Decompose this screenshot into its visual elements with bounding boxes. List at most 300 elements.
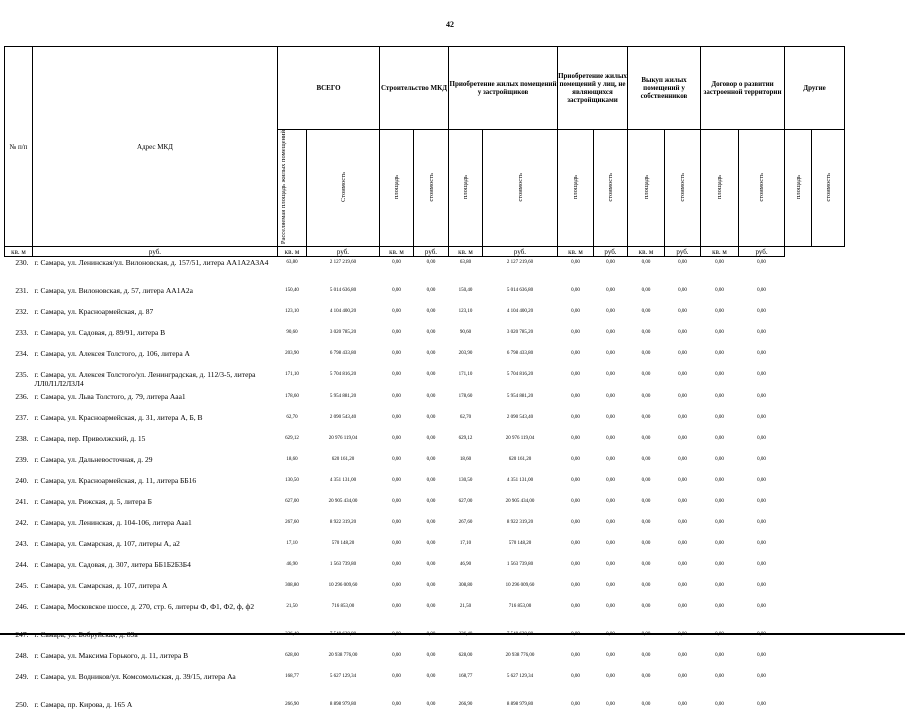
cell-cost: 20 976 119,04: [328, 435, 358, 441]
sub-area: площадь: [558, 130, 594, 247]
cell-d-a: 0,00: [715, 701, 724, 707]
row-number: 230.: [15, 258, 29, 268]
row-address: г. Самара, ул. Красноармейская, д. 11, литера ББ16: [34, 475, 197, 485]
row-address: г. Самара, ул. Самарская, д. 107, литеры А, а2: [34, 538, 180, 548]
cell-area: 21,50: [286, 603, 298, 609]
table-row: [5, 454, 845, 475]
cell-o-c: 0,00: [606, 519, 615, 525]
cell-d-a: 0,00: [715, 477, 724, 483]
cell-b-c: 0,00: [678, 477, 687, 483]
cell-p-a: 266,90: [458, 701, 473, 707]
cell-empty: [812, 496, 845, 517]
cell-area: 203,90: [285, 350, 299, 356]
cell-o-c: 0,00: [606, 260, 615, 266]
cell-b-a: 0,00: [641, 435, 651, 441]
cell-b-a: 0,00: [641, 498, 651, 504]
table-row: [5, 601, 845, 629]
cell-o-a: 0,00: [571, 582, 580, 588]
cell-empty: [785, 454, 812, 475]
cell-cost: 2 090 543,40: [329, 414, 357, 420]
row-address: г. Самара, ул. Ленинская/ул. Вилоновская, д. 157/51, литера АА1А2А3А4: [34, 258, 269, 268]
cell-d-c: 0,00: [757, 561, 766, 567]
cell-s-c: 0,00: [426, 603, 436, 609]
cell-p-a: 63,80: [459, 260, 472, 266]
cell-s-c: 0,00: [426, 371, 436, 377]
table-row: [5, 517, 845, 538]
cell-d-a: 0,00: [715, 435, 724, 441]
cell-b-a: 0,00: [641, 603, 651, 609]
cell-d-a: 0,00: [715, 260, 724, 266]
group-total: ВСЕГО: [278, 47, 380, 130]
cell-s-c: 0,00: [426, 582, 436, 588]
cell-empty: [785, 306, 812, 327]
cell-area: [278, 629, 307, 650]
row-address: г. Самара, ул. Максима Горького, д. 11, литера В: [34, 650, 189, 660]
cell-o-a: 0,00: [571, 456, 580, 462]
cell-o-a: 0,00: [571, 393, 580, 399]
table-row: [5, 391, 845, 412]
cell-cost: 3 020 785,20: [329, 329, 357, 335]
cell-s-c: 0,00: [426, 350, 436, 356]
sub-area: площадь: [628, 130, 665, 247]
cell-o-a: 0,00: [571, 701, 580, 707]
cell-o-a: 0,00: [571, 287, 580, 293]
cell-s-c: 0,00: [426, 456, 436, 462]
table-row: [5, 671, 845, 699]
row-number: [5, 629, 33, 650]
cell-b-a: 0,00: [641, 582, 651, 588]
sub-cost: стоимость: [483, 130, 558, 247]
row-number: 238.: [15, 433, 29, 443]
cell-cost: 5 704 816,20: [329, 371, 357, 377]
cell-empty: [812, 454, 845, 475]
cell-p-a: 46,90: [459, 561, 472, 567]
cell-b-c: [665, 629, 701, 650]
cell-empty: [785, 559, 812, 580]
row-number: 236.: [15, 391, 29, 401]
cell-s-a: 0,00: [392, 393, 401, 399]
cell-p-a: 18,60: [459, 456, 472, 462]
cell-cost: 5 627 129,34: [329, 673, 357, 679]
table-row: [5, 629, 845, 650]
unit-rub: руб.: [665, 247, 701, 257]
cell-d-c: 0,00: [757, 540, 766, 546]
cell-d-c: 0,00: [757, 414, 766, 420]
row-number: 242.: [15, 517, 29, 527]
cell-p-a: 171,10: [458, 371, 473, 377]
unit-m2: кв. м: [628, 247, 665, 257]
cell-o-c: 0,00: [606, 414, 615, 420]
cell-p-c: 4 351 131,00: [506, 477, 534, 483]
sub-cost: стоимость: [665, 130, 701, 247]
cell-p-a: 308,80: [458, 582, 473, 588]
cell-p-c: 8 898 979,80: [506, 701, 534, 707]
cell-p-c: 3 020 785,20: [506, 329, 534, 335]
cell-o-c: 0,00: [606, 371, 615, 377]
unit-m2: кв. м: [278, 247, 307, 257]
cell-s-a: 0,00: [392, 371, 401, 377]
cell-area: 46,90: [286, 561, 298, 567]
cell-o-c: 0,00: [606, 477, 615, 483]
unit-rub: руб.: [307, 247, 380, 257]
cell-o-a: 0,00: [571, 673, 580, 679]
cell-area: 130,50: [285, 477, 299, 483]
cell-s-c: 0,00: [426, 652, 436, 658]
cell-d-a: 0,00: [715, 371, 724, 377]
group-from-non-developers: Приобретение жилых помещений у лиц, не являющихся застройщиками: [558, 47, 628, 130]
cell-o-c: 0,00: [606, 393, 615, 399]
cell-empty: [785, 327, 812, 348]
cell-s-a: 0,00: [392, 561, 401, 567]
cell-b-a: 0,00: [641, 540, 651, 546]
cell-o-a: 0,00: [571, 260, 580, 266]
cell-d-a: 0,00: [715, 540, 724, 546]
cell-cost: 5 954 881,20: [329, 393, 357, 399]
cell-d-a: 0,00: [715, 561, 724, 567]
cell-cost: 2 127 219,60: [329, 260, 357, 266]
cell-empty: [812, 580, 845, 601]
cell-b-c: 0,00: [678, 701, 687, 707]
cell-p-c: 620 161,20: [508, 456, 532, 462]
cell-p-c: 6 798 433,80: [506, 350, 534, 356]
row-address: г. Самара, пер. Приволжский, д. 15: [34, 433, 146, 443]
cell-o-a: 0,00: [571, 350, 580, 356]
header-address: Адрес МКД: [33, 47, 278, 247]
unit-m2: кв. м: [5, 247, 33, 257]
unit-m2: кв. м: [558, 247, 594, 257]
cell-s-c: 0,00: [426, 393, 436, 399]
cell-p-c: 5 014 636,80: [506, 287, 534, 293]
cell-o-c: 0,00: [606, 350, 615, 356]
cell-o-c: [594, 629, 628, 650]
unit-m2: кв. м: [380, 247, 414, 257]
cell-o-c: 0,00: [606, 308, 615, 314]
table-row: [5, 306, 845, 327]
sub-area-full: Расселяемая площадь жилых помещений: [278, 130, 307, 247]
cell-o-a: 0,00: [571, 308, 580, 314]
cell-empty: [812, 327, 845, 348]
group-from-developers: Приобретение жилых помещений у застройщиков: [449, 47, 558, 130]
cell-o-c: 0,00: [606, 561, 615, 567]
cell-area: 17,10: [286, 540, 298, 546]
row-address: г. Самара, ул. Красноармейская, д. 87: [34, 306, 154, 316]
table-row: [5, 433, 845, 454]
table-row: [5, 475, 845, 496]
cell-p-c: 5 627 129,34: [506, 673, 534, 679]
cell-p-a: 90,60: [459, 329, 472, 335]
cell-area: 168,77: [285, 673, 299, 679]
row-address: г. Самара, ул. Алексея Толстого, д. 106, литера А: [34, 348, 190, 358]
sub-cost: стоимость: [812, 130, 845, 247]
cell-d-c: 0,00: [757, 498, 766, 504]
cell-s-c: [414, 629, 449, 650]
cell-p-a: 178,60: [458, 393, 473, 399]
cell-o-a: 0,00: [571, 371, 580, 377]
cell-area: 178,60: [285, 393, 299, 399]
cell-empty: [812, 433, 845, 454]
cell-o-a: 0,00: [571, 329, 580, 335]
cell-d-a: 0,00: [715, 498, 724, 504]
row-address: г. Самара, ул. Красноармейская, д. 31, литера А, Б, В: [34, 412, 203, 422]
row-number: 241.: [15, 496, 29, 506]
cell-empty: [812, 369, 845, 391]
cell-empty: [785, 650, 812, 671]
cell-o-a: 0,00: [571, 603, 580, 609]
cell-empty: [812, 538, 845, 559]
cell-b-c: 0,00: [678, 519, 687, 525]
cell-d-a: 0,00: [715, 308, 724, 314]
table-row: [5, 285, 845, 306]
cell-d-c: 0,00: [757, 477, 766, 483]
cell-d-c: 0,00: [757, 308, 766, 314]
cell-area: 629,12: [285, 435, 299, 441]
cell-area: 150,40: [285, 287, 299, 293]
table-row: [5, 412, 845, 433]
cell-p-a: 203,90: [458, 350, 473, 356]
cell-cost: 620 161,20: [331, 456, 355, 462]
cell-s-c: 0,00: [426, 540, 436, 546]
cell-b-a: 0,00: [641, 414, 651, 420]
cell-b-a: [628, 629, 665, 650]
cell-d-a: 0,00: [715, 673, 724, 679]
cell-b-a: 0,00: [641, 652, 651, 658]
cell-d-a: 0,00: [715, 329, 724, 335]
group-development-contract: Договор о развитии застроенной территории: [701, 47, 785, 130]
sub-cost: стоимость: [739, 130, 785, 247]
unit-rub: руб.: [483, 247, 558, 257]
cell-empty: [785, 538, 812, 559]
cell-area: 267,60: [285, 519, 299, 525]
cell-b-c: 0,00: [678, 498, 687, 504]
cell-b-c: 0,00: [678, 308, 687, 314]
cell-b-a: 0,00: [641, 260, 651, 266]
row-address: г. Самара, ул. Водников/ул. Комсомольская, д. 39/15, литера Аа: [34, 671, 236, 681]
cell-o-c: 0,00: [606, 603, 615, 609]
cell-b-c: 0,00: [678, 435, 687, 441]
table-row: [5, 348, 845, 369]
bottom-rule: [0, 633, 905, 635]
row-address: г. Самара, ул. Льва Толстого, д. 79, литера Ааа1: [34, 391, 186, 401]
cell-d-c: 0,00: [757, 603, 766, 609]
cell-b-a: 0,00: [641, 371, 651, 377]
cell-empty: [812, 601, 845, 629]
row-address: г. Самара, ул. Самарская, д. 107, литера А: [34, 580, 168, 590]
row-number: 245.: [15, 580, 29, 590]
cell-s-a: 0,00: [392, 652, 401, 658]
cell-empty: [812, 475, 845, 496]
cell-o-a: 0,00: [571, 435, 580, 441]
cell-b-c: 0,00: [678, 393, 687, 399]
cell-area: 266,90: [285, 701, 299, 707]
cell-area: 171,10: [285, 371, 299, 377]
cell-b-a: 0,00: [641, 477, 651, 483]
cell-s-c: 0,00: [426, 701, 436, 707]
cell-b-a: 0,00: [641, 519, 651, 525]
unit-m2: кв. м: [701, 247, 739, 257]
cell-o-c: 0,00: [606, 456, 615, 462]
cell-p-a: 267,60: [458, 519, 473, 525]
cell-p-a: [449, 629, 483, 650]
cell-b-a: 0,00: [641, 673, 651, 679]
cell-d-a: 0,00: [715, 393, 724, 399]
header-num: № п/п: [5, 47, 33, 247]
cell-b-c: 0,00: [678, 603, 687, 609]
cell-p-c: 1 563 739,80: [506, 561, 534, 567]
cell-cost: 8 922 319,20: [329, 519, 357, 525]
cell-cost: 10 296 009,60: [328, 582, 358, 588]
sub-area: площадь: [785, 130, 812, 247]
cell-o-a: 0,00: [571, 414, 580, 420]
cell-empty: [812, 559, 845, 580]
cell-d-c: 0,00: [757, 673, 766, 679]
table-row: [5, 369, 845, 391]
cell-s-a: 0,00: [392, 498, 401, 504]
cell-area: 63,80: [286, 260, 298, 266]
sub-area: площадь: [449, 130, 483, 247]
cell-area: 123,10: [285, 308, 299, 314]
cell-o-a: 0,00: [571, 519, 580, 525]
group-construction: Строительство МКД: [380, 47, 449, 130]
sub-cost: Стоимость: [307, 130, 380, 247]
cell-s-c: 0,00: [426, 435, 436, 441]
cell-d-a: 0,00: [715, 456, 724, 462]
cell-p-c: 570 148,20: [508, 540, 532, 546]
cell-p-a: 628,00: [458, 652, 473, 658]
cell-d-c: 0,00: [757, 456, 766, 462]
cell-p-a: 17,10: [459, 540, 472, 546]
cell-empty: [785, 517, 812, 538]
row-address: г. Самара, Московское шоссе, д. 270, стр. 6, литеры Ф, Ф1, Ф2, ф, ф2: [34, 601, 255, 611]
cell-area: 90,60: [286, 329, 298, 335]
sub-cost: стоимость: [594, 130, 628, 247]
cell-empty: [785, 496, 812, 517]
cell-s-c: 0,00: [426, 308, 436, 314]
cell-d-c: 0,00: [757, 393, 766, 399]
cell-o-a: 0,00: [571, 498, 580, 504]
cell-empty: [785, 369, 812, 391]
cell-s-c: 0,00: [426, 329, 436, 335]
cell-o-a: 0,00: [571, 652, 580, 658]
cell-d-c: 0,00: [757, 701, 766, 707]
cell-d-a: 0,00: [715, 519, 724, 525]
cell-empty: [812, 412, 845, 433]
cell-cost: 5 014 636,80: [329, 287, 357, 293]
cell-o-c: 0,00: [606, 673, 615, 679]
row-number: 248.: [15, 650, 29, 660]
table-row: [5, 327, 845, 348]
row-address: г. Самара, ул. Садовая, д. 307, литера ББ1Б2Б3Б4: [34, 559, 191, 569]
cell-cost: 570 148,20: [331, 540, 355, 546]
cell-o-c: 0,00: [606, 701, 615, 707]
cell-empty: [812, 671, 845, 699]
row-number: 239.: [15, 454, 29, 464]
row-number: 234.: [15, 348, 29, 358]
row-number: 233.: [15, 327, 29, 337]
cell-empty: [785, 433, 812, 454]
cell-empty: [812, 285, 845, 306]
cell-area: 627,00: [285, 498, 299, 504]
cell-empty: [812, 391, 845, 412]
cell-s-a: 0,00: [392, 456, 401, 462]
cell-s-a: 0,00: [392, 519, 401, 525]
cell-o-a: [558, 629, 594, 650]
cell-empty: [785, 412, 812, 433]
cell-d-a: 0,00: [715, 582, 724, 588]
cell-d-c: 0,00: [757, 371, 766, 377]
cell-d-c: 0,00: [757, 350, 766, 356]
cell-o-c: 0,00: [606, 287, 615, 293]
cell-s-a: 0,00: [392, 414, 401, 420]
row-number: 250.: [15, 699, 29, 709]
cell-s-c: 0,00: [426, 477, 436, 483]
row-number: 249.: [15, 671, 29, 681]
cell-s-a: 0,00: [392, 603, 401, 609]
cell-b-c: 0,00: [678, 371, 687, 377]
cell-o-c: 0,00: [606, 652, 615, 658]
cell-empty: [785, 391, 812, 412]
cell-p-a: 627,00: [458, 498, 473, 504]
cell-s-c: 0,00: [426, 519, 436, 525]
cell-d-a: [701, 629, 739, 650]
cell-empty: [812, 348, 845, 369]
cell-o-c: 0,00: [606, 582, 615, 588]
cell-b-c: 0,00: [678, 673, 687, 679]
cell-cost: 4 104 400,20: [329, 308, 357, 314]
cell-s-a: 0,00: [392, 477, 401, 483]
cell-empty: [785, 601, 812, 629]
cell-o-c: 0,00: [606, 498, 615, 504]
cell-empty: [785, 671, 812, 699]
cell-p-a: 62,70: [459, 414, 472, 420]
row-address: г. Самара, ул. Садовая, д. 89/91, литера В: [34, 327, 166, 337]
cell-p-c: 5 704 816,20: [506, 371, 534, 377]
cell-b-c: 0,00: [678, 329, 687, 335]
table-row: [5, 257, 845, 285]
cell-cost: 4 351 131,00: [329, 477, 357, 483]
cell-p-c: 4 104 400,20: [506, 308, 534, 314]
cell-s-a: [380, 629, 414, 650]
cell-empty: [785, 580, 812, 601]
cell-d-c: [739, 629, 785, 650]
cell-b-c: 0,00: [678, 582, 687, 588]
unit-m2: кв. м: [449, 247, 483, 257]
cell-b-c: 0,00: [678, 350, 687, 356]
cell-empty: [812, 257, 845, 285]
cell-empty: [785, 348, 812, 369]
cell-o-a: 0,00: [571, 540, 580, 546]
cell-s-c: 0,00: [426, 260, 436, 266]
row-number: 231.: [15, 285, 29, 295]
cell-d-a: 0,00: [715, 287, 724, 293]
cell-p-c: 10 296 009,60: [505, 582, 535, 588]
cell-b-c: 0,00: [678, 561, 687, 567]
row-number: 232.: [15, 306, 29, 316]
table-row: [5, 580, 845, 601]
cell-b-a: 0,00: [641, 561, 651, 567]
cell-s-a: 0,00: [392, 701, 401, 707]
row-address: г. Самара, ул. Рижская, д. 5, литера Б: [34, 496, 152, 506]
row-number: 240.: [15, 475, 29, 485]
cell-p-c: [483, 629, 558, 650]
cell-p-c: 20 938 776,00: [505, 652, 535, 658]
cell-o-c: 0,00: [606, 435, 615, 441]
resettlement-table: [4, 46, 845, 720]
cell-p-c: 20 905 434,00: [505, 498, 535, 504]
table-row: [5, 699, 845, 720]
cell-empty: [812, 306, 845, 327]
cell-b-c: 0,00: [678, 456, 687, 462]
cell-d-a: 0,00: [715, 414, 724, 420]
